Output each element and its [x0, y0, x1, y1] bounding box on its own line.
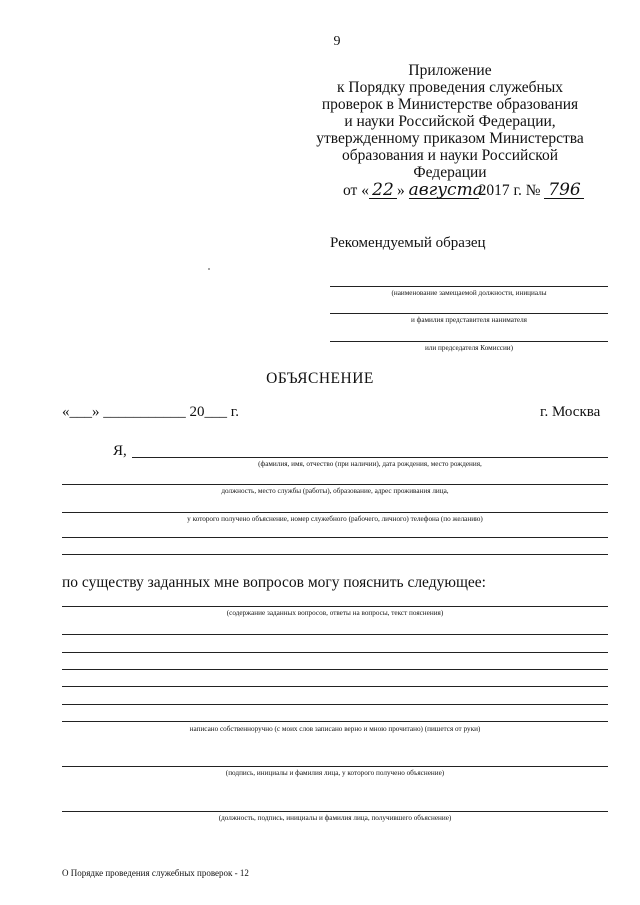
- person-line-5: [62, 554, 608, 555]
- city-label: г. Москва: [540, 404, 601, 420]
- appendix-line: и науки Российской Федерации,: [344, 113, 556, 130]
- scan-dot: [208, 268, 210, 270]
- content-line: [62, 686, 608, 687]
- content-line: [62, 669, 608, 670]
- official-caption: (должность, подпись, инициалы и фамилия лица, получившего объяснение): [218, 814, 452, 822]
- person-line-3: [62, 512, 608, 513]
- recommended-sample-label: Рекомендуемый образец: [330, 235, 486, 251]
- document-title: ОБЪЯСНЕНИЕ: [266, 370, 374, 387]
- content-line: [62, 704, 608, 705]
- signature-line: [62, 766, 608, 767]
- person-caption-3: у которого получено объяснение, номер служебного (рабочего, личного) телефона (по желанию): [187, 515, 483, 523]
- addressee-line-1: [330, 286, 608, 287]
- appendix-line: Приложение: [408, 62, 492, 79]
- signature-caption: (подпись, инициалы и фамилия лица, у которого получено объяснение): [225, 769, 445, 777]
- content-line: [62, 721, 608, 722]
- document-date-field: «___» ___________ 20___ г.: [62, 404, 239, 420]
- year-text: 2017 г. №: [478, 182, 541, 199]
- order-date-line: [343, 182, 584, 200]
- addressee-caption-1: (наименование замещаемой должности, инициалы: [391, 289, 547, 297]
- content-line: [62, 652, 608, 653]
- addressee-line-2: [330, 313, 608, 314]
- appendix-line: образования и науки Российской: [341, 147, 559, 164]
- handwritten-day: 22: [369, 182, 397, 199]
- official-signature-line: [62, 811, 608, 812]
- person-caption-1: (фамилия, имя, отчество (при наличии), дата рождения, место рождения,: [258, 460, 482, 468]
- appendix-line: проверок в Министерстве образования: [321, 96, 579, 113]
- person-caption-2: должность, место службы (работы), образование, адрес проживания лица,: [221, 487, 449, 495]
- appendix-line: к Порядку проведения служебных: [337, 79, 563, 96]
- person-line-4: [62, 537, 608, 538]
- date-prefix: от «: [343, 182, 369, 199]
- handwritten-order-number: 796: [544, 182, 584, 199]
- addressee-line-3: [330, 341, 608, 342]
- content-line: [62, 634, 608, 635]
- i-label: Я,: [113, 443, 127, 459]
- content-line-1: [62, 606, 608, 607]
- person-line-1: [132, 457, 608, 458]
- content-caption: (содержание заданных вопросов, ответы на вопросы, текст пояснения): [226, 609, 444, 617]
- appendix-block: [300, 62, 600, 181]
- appendix-line: Федерации: [413, 164, 487, 181]
- handwritten-caption: написано собственноручно (с моих слов записано верно и мною прочитано) (пишется от руки): [189, 725, 481, 733]
- explanation-heading: по существу заданных мне вопросов могу пояснить следующее:: [62, 574, 486, 591]
- addressee-caption-2: и фамилия представителя нанимателя: [411, 316, 527, 324]
- page-footer: О Порядке проведения служебных проверок - 12: [62, 868, 249, 878]
- handwritten-month: августа: [408, 180, 483, 200]
- date-mid: »: [396, 182, 405, 199]
- person-line-2: [62, 484, 608, 485]
- addressee-caption-3: или председателя Комиссии): [424, 344, 514, 352]
- page-number: 9: [333, 34, 341, 49]
- appendix-line: утвержденному приказом Министерства: [316, 130, 584, 147]
